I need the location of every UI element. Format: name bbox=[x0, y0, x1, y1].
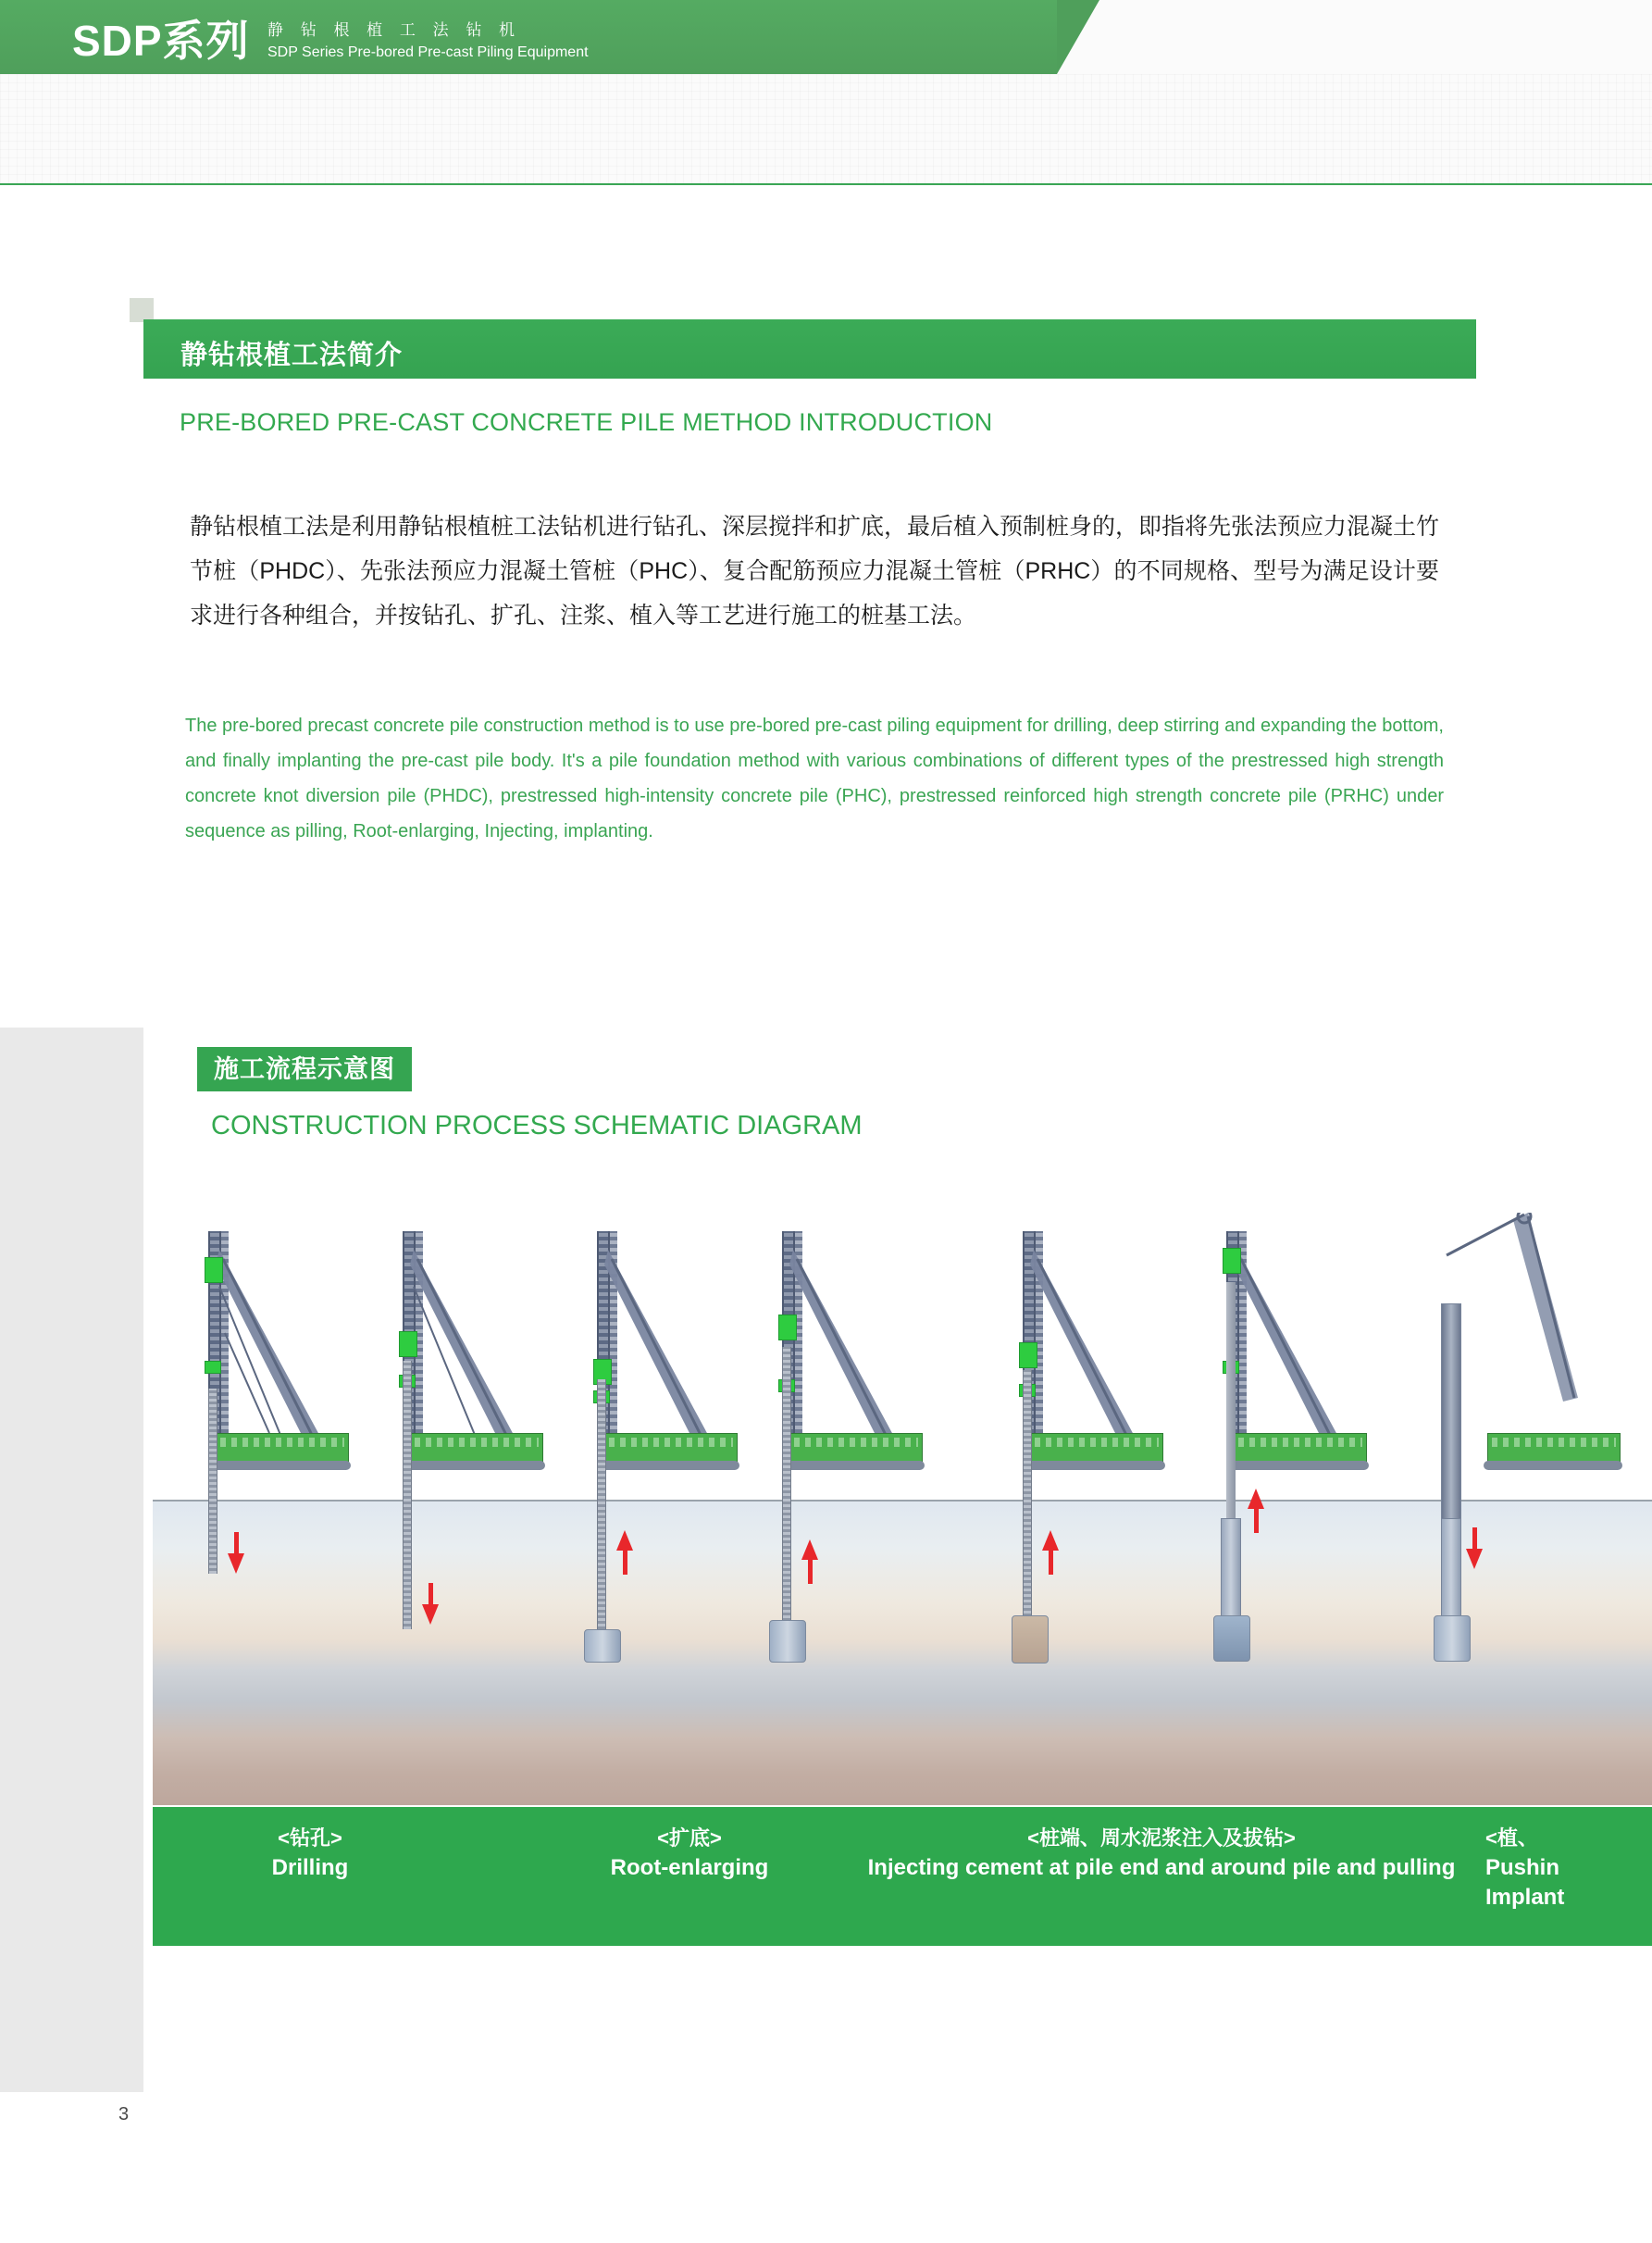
arrow-stem bbox=[808, 1560, 813, 1584]
header-green-band bbox=[0, 0, 1057, 74]
header-pattern bbox=[0, 74, 1652, 183]
mast-head-marker bbox=[205, 1257, 223, 1283]
section-intro-title-cn: 静钻根植工法简介 bbox=[180, 341, 404, 370]
mast-head-marker bbox=[1019, 1342, 1037, 1368]
logo-title: SDP系列 bbox=[72, 17, 250, 65]
construction-process-illustration bbox=[153, 1194, 1652, 1805]
page-number: 3 bbox=[118, 2104, 130, 2125]
caption-en: Drilling bbox=[271, 1855, 349, 1880]
machine-tracks bbox=[786, 1461, 925, 1470]
caption-en-2: Implant bbox=[1485, 1885, 1565, 1910]
boom-icon bbox=[1030, 1250, 1141, 1463]
extracted-rod bbox=[1226, 1282, 1236, 1518]
machine-tracks bbox=[1026, 1461, 1165, 1470]
enlarged-root-bulb bbox=[769, 1620, 806, 1663]
caption-cn: <植、 bbox=[1485, 1826, 1538, 1850]
caption-cn: <桩端、周水泥浆注入及拔钻> bbox=[1027, 1826, 1296, 1850]
arrow-down-icon bbox=[228, 1553, 244, 1574]
drill-rod bbox=[782, 1347, 791, 1629]
arrow-down-icon bbox=[1466, 1549, 1483, 1569]
caption-en: Pushin bbox=[1485, 1855, 1560, 1880]
logo-subtitle-en: SDP Series Pre-bored Pre-cast Piling Equipment bbox=[267, 44, 589, 60]
rig-step-4 bbox=[745, 1194, 930, 1805]
rig-step-5 bbox=[986, 1194, 1171, 1805]
precast-pile bbox=[1441, 1303, 1461, 1520]
machine-tracks bbox=[212, 1461, 351, 1470]
arrow-stem bbox=[1254, 1509, 1259, 1533]
cement-injected-zone bbox=[1012, 1615, 1049, 1664]
caption-root-enlarging bbox=[541, 1824, 838, 1883]
arrow-up-icon bbox=[1042, 1530, 1059, 1551]
pile-end-bulb bbox=[1434, 1615, 1471, 1662]
rig-step-3 bbox=[560, 1194, 745, 1805]
boom-icon bbox=[604, 1250, 715, 1463]
mast-clamp-marker bbox=[205, 1361, 221, 1374]
machine-tracks bbox=[1230, 1461, 1369, 1470]
arrow-up-icon bbox=[801, 1539, 818, 1560]
logo-subtitle-cn: 静 钻 根 植 工 法 钻 机 bbox=[267, 21, 522, 39]
section-intro-title-en: PRE-BORED PRE-CAST CONCRETE PILE METHOD INTRODUCTION bbox=[180, 408, 993, 436]
drill-rod bbox=[1023, 1370, 1032, 1625]
arrow-up-icon bbox=[616, 1530, 633, 1551]
machine-tracks bbox=[1484, 1461, 1622, 1470]
cement-bulb bbox=[1213, 1615, 1250, 1662]
intro-paragraph-cn: 静钻根植工法是利用静钻根植桩工法钻机进行钻孔、深层搅拌和扩底，最后植入预制桩身的，即指将先张法预应力混凝土竹节桩（PHDC）、先张法预应力混凝土管桩（PHC）、复合配筋预应力混凝土管桩（PRHC）的不同规格、型号为满足设计要求进行各种组合，并按钻孔、扩孔、注浆、植入等工艺进行施工的桩基工法。 bbox=[190, 514, 1440, 629]
machine-tracks bbox=[406, 1461, 545, 1470]
page-header bbox=[0, 0, 1652, 185]
caption-en: Injecting cement at pile end and around pile and pulling bbox=[867, 1855, 1456, 1880]
arrow-up-icon bbox=[1248, 1489, 1264, 1509]
rig-step-1 bbox=[171, 1194, 356, 1805]
drill-rod bbox=[208, 1389, 217, 1574]
caption-cn: <钻孔> bbox=[278, 1826, 342, 1850]
section-diagram-title-cn: 施工流程示意图 bbox=[197, 1047, 412, 1091]
rig-step-2 bbox=[366, 1194, 551, 1805]
boom-icon bbox=[789, 1250, 901, 1463]
boom-icon bbox=[410, 1250, 521, 1463]
arrow-down-icon bbox=[422, 1604, 439, 1625]
machine-tracks bbox=[601, 1461, 739, 1470]
caption-drilling bbox=[171, 1824, 449, 1883]
mast-head-marker bbox=[399, 1331, 417, 1357]
intro-paragraph-en: The pre-bored precast concrete pile construction method is to use pre-bored pre-cast piling equipment for drilling, deep stirring and expanding the bottom, and finally implanting the pre-cast pile body. It's a pile foundation method with various combinations of different types of the prestressed high strength concrete knot diversion pile (PHDC), prestressed high-intensity concrete pile (PHC), prestressed reinforced high strength concrete pile (PRHC) under sequence as pilling, Root-enlarging, Injecting, implanting. bbox=[185, 716, 1444, 841]
caption-en: Root-enlarging bbox=[610, 1855, 769, 1880]
section-intro-bar bbox=[143, 319, 1476, 379]
section-diagram-title-en: CONSTRUCTION PROCESS SCHEMATIC DIAGRAM bbox=[211, 1111, 863, 1140]
arrow-stem bbox=[1049, 1551, 1053, 1575]
process-caption-bar bbox=[153, 1807, 1652, 1946]
caption-cn: <扩底> bbox=[657, 1826, 722, 1850]
mast-head-marker bbox=[778, 1315, 797, 1340]
drill-rod bbox=[403, 1361, 412, 1629]
rig-step-7 bbox=[1421, 1194, 1606, 1805]
mast-head-marker bbox=[1223, 1248, 1241, 1274]
boom-icon bbox=[1234, 1250, 1345, 1463]
caption-injecting bbox=[865, 1824, 1458, 1883]
rig-step-6 bbox=[1189, 1194, 1374, 1805]
arrow-stem bbox=[623, 1551, 627, 1575]
enlarged-root-bulb bbox=[584, 1629, 621, 1663]
boom-icon bbox=[216, 1250, 327, 1463]
drill-rod bbox=[597, 1379, 606, 1643]
caption-implanting bbox=[1485, 1824, 1652, 1913]
